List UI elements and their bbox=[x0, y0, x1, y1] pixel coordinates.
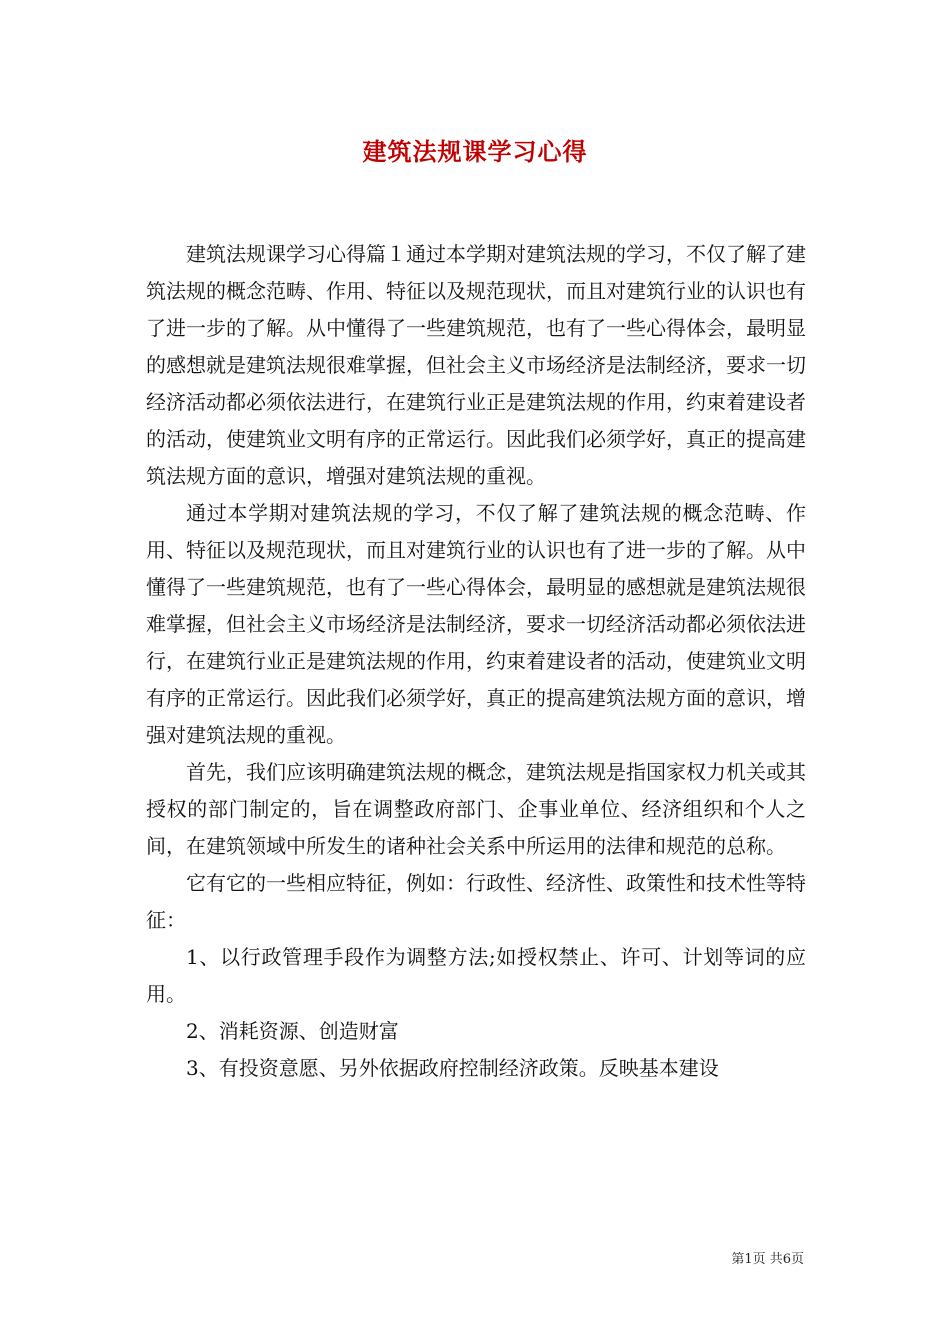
list-item-1: 1、以行政管理手段作为调整方法;如授权禁止、许可、计划等词的应用。 bbox=[146, 945, 806, 1006]
page-title: 建筑法规课学习心得 bbox=[362, 137, 588, 166]
list-item-3: 3、有投资意愿、另外依据政府控制经济政策。反映基本建设 bbox=[186, 1056, 719, 1080]
document-body bbox=[146, 236, 806, 1087]
paragraph-1: 建筑法规课学习心得篇１通过本学期对建筑法规的学习，不仅了解了建筑法规的概念范畴、作用、特征以及规范现状，而且对建筑行业的认识也有了进一步的了解。从中懂得了一些建筑规范，也有了一些心得体会，最明显的感想就是建筑法规很难掌握，但社会主义市场经济是法制经济，要求一切经济活动都必须依法进行，在建筑行业正是建筑法规的作用，约束着建设者的活动，使建筑业文明有序的正常运行。因此我们必须学好，真正的提高建筑法规方面的意识，增强对建筑法规的重视。 bbox=[146, 242, 806, 488]
paragraph-4: 它有它的一些相应特征，例如：行政性、经济性、政策性和技术性等特征： bbox=[146, 871, 806, 932]
paragraph-2: 通过本学期对建筑法规的学习，不仅了解了建筑法规的概念范畴、作用、特征以及规范现状，而且对建筑行业的认识也有了进一步的了解。从中懂得了一些建筑规范，也有了一些心得体会，最明显的感想就是建筑法规很难掌握，但社会主义市场经济是法制经济，要求一切经济活动都必须依法进行，在建筑行业正是建筑法规的作用，约束着建设者的活动，使建筑业文明有序的正常运行。因此我们必须学好，真正的提高建筑法规方面的意识，增强对建筑法规的重视。 bbox=[146, 501, 806, 747]
list-item-2: 2、消耗资源、创造财富 bbox=[186, 1019, 399, 1043]
page-number: 第1页 共6页 bbox=[731, 1252, 804, 1267]
paragraph-3: 首先，我们应该明确建筑法规的概念，建筑法规是指国家权力机关或其授权的部门制定的，旨在调整政府部门、企事业单位、经济组织和个人之间，在建筑领域中所发生的诸种社会关系中所运用的法律和规范的总称。 bbox=[146, 760, 806, 858]
